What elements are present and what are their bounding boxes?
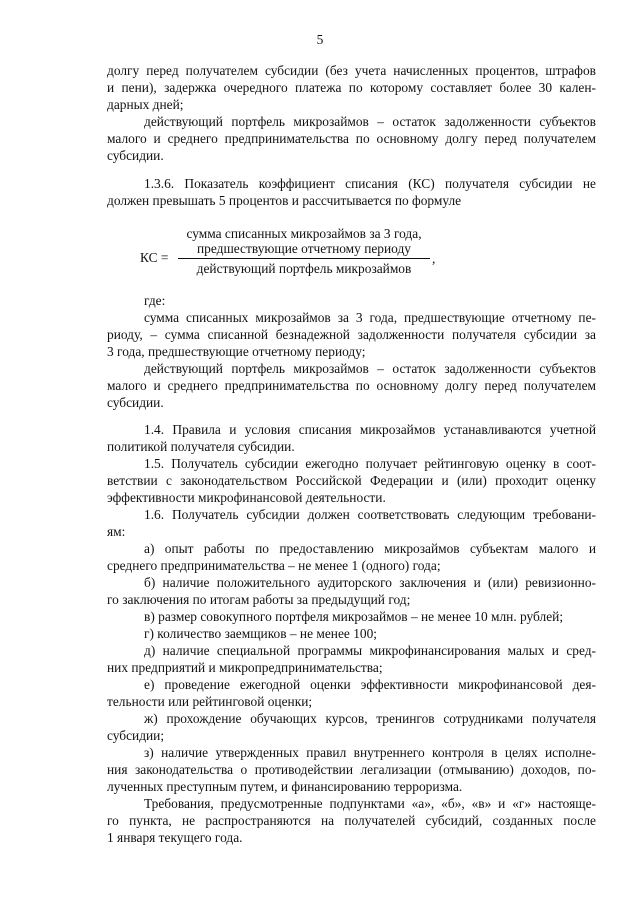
text-line: Требования, предусмотренные подпунктами «а», «б», «в» и «г» настояще- (144, 796, 596, 811)
text-line: 1.3.6. Показатель коэффициент списания (КС) получателя субсидии не (144, 176, 596, 191)
text-line: лученных преступным путем, и финансированию терроризма. (107, 779, 463, 794)
fraction-bar (178, 258, 430, 259)
text-line: д) наличие специальной программы микрофинансирования малых и сред- (144, 643, 596, 658)
text-line: риоду, – сумма списанной безнадежной задолженности получателя субсидии за (107, 327, 596, 342)
text-line: сумма списанных микрозаймов за 3 года, предшествующие отчетному пе- (144, 310, 596, 325)
text-line: политикой получателя субсидии. (107, 439, 295, 454)
text-line: 1.4. Правила и условия списания микрозаймов устанавливаются учетной (144, 422, 596, 437)
text-line: 1.6. Получатель субсидии должен соответствовать следующим требовани- (144, 507, 596, 522)
text-line: б) наличие положительного аудиторского заключения и (или) ревизионно- (144, 575, 596, 590)
text-line: е) проведение ежегодной оценки эффективности микрофинансовой дея- (144, 677, 596, 692)
text-line: субсидии; (107, 728, 165, 743)
text-line: долгу перед получателем субсидии (без учета начисленных процентов, штрафов (107, 63, 596, 78)
text-line: 1 января текущего года. (107, 830, 243, 845)
text-line: ветствии с законодательством Российской Федерации и (или) проходит оценку (107, 473, 596, 488)
text-line: малого и среднего предпринимательства по основному долгу перед получателем (107, 131, 596, 146)
text-line: 3 года, предшествующие отчетному периоду; (107, 344, 366, 359)
text-line: в) размер совокупного портфеля микрозаймов – не менее 10 млн. рублей; (144, 609, 564, 624)
formula-comma: , (432, 251, 436, 266)
text-line: г) количество заемщиков – не менее 100; (144, 626, 378, 641)
formula-numerator (178, 226, 430, 256)
text-line: должен превышать 5 процентов и рассчитывается по формуле (107, 193, 462, 208)
text-line: дарных дней; (107, 97, 184, 112)
text-line: субсидии. (107, 148, 164, 163)
text-line: з) наличие утвержденных правил внутреннего контроля в целях исполне- (144, 745, 596, 760)
text-line: эффективности микрофинансовой деятельности. (107, 490, 386, 505)
formula-lhs: КС = (140, 250, 169, 265)
text-line: ям: (107, 524, 126, 539)
text-line: а) опыт работы по предоставлению микрозаймов субъектам малого и (144, 541, 596, 556)
text-line: субсидии. (107, 395, 164, 410)
text-line: ния законодательства о противодействии легализации (отмыванию) доходов, по- (107, 762, 596, 777)
text-line: и пени), задержка очередного платежа по которому составляет более 30 кален- (107, 80, 596, 95)
formula-denominator: действующий портфель микрозаймов (196, 261, 412, 276)
text-line: го пункта, не распространяются на получателей субсидий, созданных после (107, 813, 596, 828)
text-line: них предприятий и микропредпринимательства; (107, 660, 383, 675)
text-line: 1.5. Получатель субсидии ежегодно получает рейтинговую оценку в соот- (144, 456, 596, 471)
text-line: го заключения по итогам работы за предыдущий год; (107, 592, 411, 607)
text-line: малого и среднего предпринимательства по основному долгу перед получателем (107, 378, 596, 393)
text-line: среднего предпринимательства – не менее 1 (одного) года; (107, 558, 441, 573)
formula-numerator-line: предшествующие отчетному периоду (197, 241, 411, 256)
formula-numerator-line: сумма списанных микрозаймов за 3 года, (186, 226, 422, 241)
text-line: тельности или рейтинговой оценки; (107, 694, 313, 709)
text-line: где: (144, 293, 166, 308)
page-number: 5 (316, 32, 324, 47)
text-line: ж) прохождение обучающих курсов, тренингов сотрудниками получателя (144, 711, 596, 726)
text-line: действующий портфель микрозаймов – остаток задолженности субъектов (144, 361, 596, 376)
text-line: действующий портфель микрозаймов – остаток задолженности субъектов (144, 114, 596, 129)
